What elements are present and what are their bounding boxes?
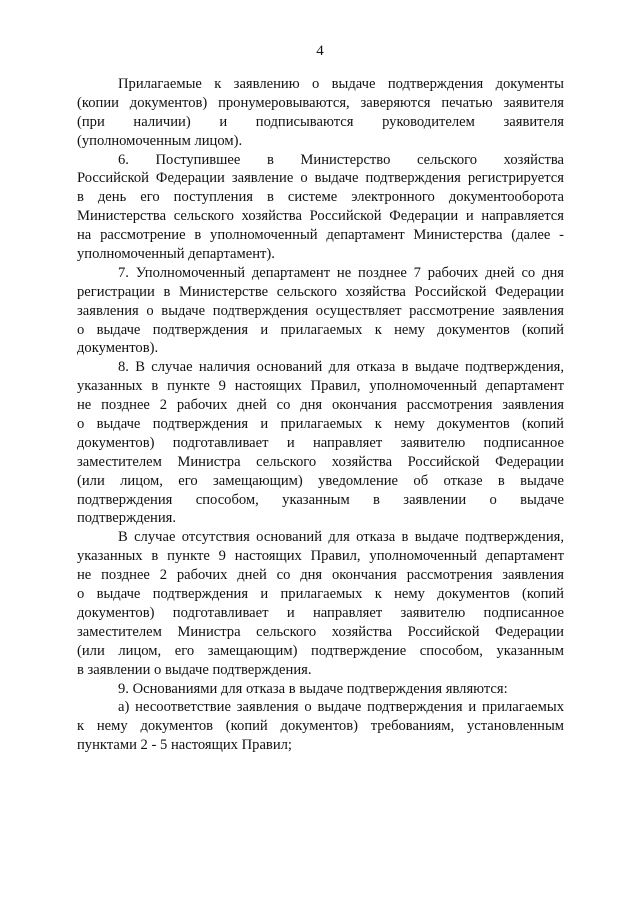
text-line: уполномоченный департамент). bbox=[77, 246, 275, 263]
text-line: заявления о выдаче подтверждения осуществляет рассмотрение заявления bbox=[77, 302, 564, 319]
paragraph-p-attachments bbox=[77, 75, 564, 151]
paragraph-p-8-absence bbox=[77, 528, 564, 679]
paragraph-p-9 bbox=[77, 680, 564, 699]
text-line: документов) подготавливает и направляет заявителю подписанное bbox=[77, 434, 564, 451]
text-line: заместителем Министра сельского хозяйства Российской Федерации bbox=[77, 623, 564, 640]
text-line: указанных в пункте 9 настоящих Правил, уполномоченный департамент bbox=[77, 378, 564, 395]
text-line: заместителем Министра сельского хозяйства Российской Федерации bbox=[77, 453, 564, 470]
text-line: 9. Основаниями для отказа в выдаче подтверждения являются: bbox=[118, 680, 508, 697]
text-line: Министерства сельского хозяйства Российской Федерации и направляется bbox=[77, 208, 564, 225]
text-line: 8. В случае наличия оснований для отказа в выдаче подтверждения, bbox=[118, 359, 564, 376]
text-line: о выдаче подтверждения и прилагаемых к нему документов (копий bbox=[77, 586, 564, 603]
text-line: Прилагаемые к заявлению о выдаче подтверждения документы bbox=[118, 76, 564, 92]
paragraph-p-9a bbox=[77, 698, 564, 755]
text-line: не позднее 2 рабочих дней со дня окончания рассмотрения заявления bbox=[77, 567, 564, 584]
document-body bbox=[77, 75, 564, 755]
text-line: В случае отсутствия оснований для отказа в выдаче подтверждения, bbox=[118, 529, 564, 546]
text-line: о выдаче подтверждения и прилагаемых к нему документов (копий bbox=[77, 416, 564, 433]
text-line: о выдаче подтверждения и прилагаемых к нему документов (копий bbox=[77, 321, 564, 338]
text-line: не позднее 2 рабочих дней со дня окончания рассмотрения заявления bbox=[77, 397, 564, 414]
text-line: 7. Уполномоченный департамент не позднее 7 рабочих дней со дня bbox=[118, 264, 564, 281]
text-line: подтверждения. bbox=[77, 510, 177, 527]
text-line: указанных в пункте 9 настоящих Правил, уполномоченный департамент bbox=[77, 548, 564, 565]
page-number: 4 bbox=[316, 43, 324, 59]
text-line: в день его поступления в системе электронного документооборота bbox=[77, 189, 564, 206]
paragraph-p-7 bbox=[77, 264, 564, 358]
text-line: (при наличии) и подписываются руководителем заявителя bbox=[77, 113, 564, 130]
text-line: (уполномоченным лицом). bbox=[77, 132, 243, 149]
text-line: подтверждения способом, указанным в заявлении о выдаче bbox=[77, 491, 564, 508]
text-line: а) несоответствие заявления о выдаче подтверждения и прилагаемых bbox=[118, 699, 564, 716]
text-line: на рассмотрение в уполномоченный департамент Министерства (далее - bbox=[77, 227, 564, 244]
text-line: (или лицом, его замещающим) подтверждение способом, указанным bbox=[77, 642, 564, 659]
text-line: в заявлении о выдаче подтверждения. bbox=[77, 661, 312, 678]
paragraph-p-6 bbox=[77, 151, 564, 264]
text-line: регистрации в Министерстве сельского хозяйства Российской Федерации bbox=[77, 283, 564, 300]
text-line: Российской Федерации заявление о выдаче подтверждения регистрируется bbox=[77, 170, 564, 187]
paragraph-p-8 bbox=[77, 358, 564, 528]
text-line: (копии документов) пронумеровываются, заверяются печатью заявителя bbox=[77, 94, 564, 111]
text-line: документов). bbox=[77, 340, 159, 357]
text-line: пунктами 2 - 5 настоящих Правил; bbox=[77, 737, 292, 754]
text-line: 6. Поступившее в Министерство сельского хозяйства bbox=[118, 151, 564, 168]
text-line: к нему документов (копий документов) требованиям, установленным bbox=[77, 718, 564, 735]
text-line: документов) подготавливает и направляет заявителю подписанное bbox=[77, 604, 564, 621]
text-line: (или лицом, его замещающим) уведомление об отказе в выдаче bbox=[77, 472, 564, 489]
